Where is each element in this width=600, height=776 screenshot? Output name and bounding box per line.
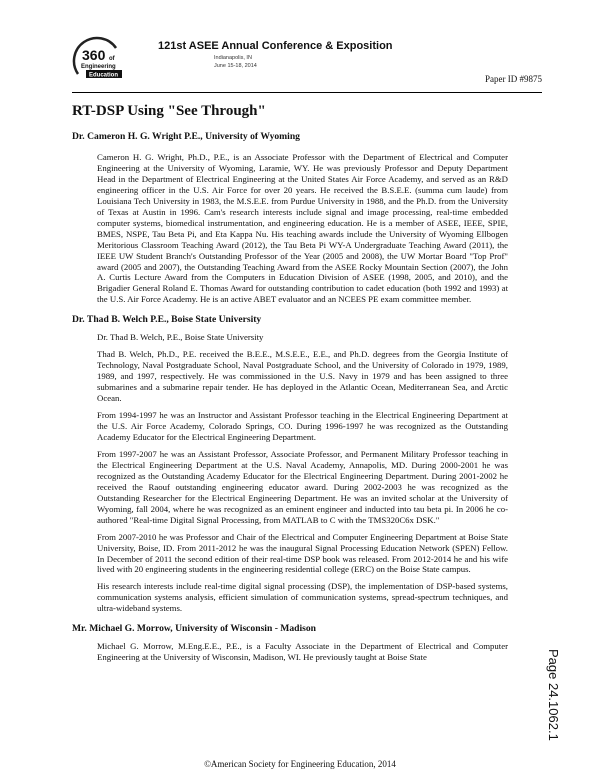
bio-paragraph: From 1994-1997 he was an Instructor and Assistant Professor teaching in the Electrical Engineering Department at the U.S. Air Force Academy, Colorado Springs, CO. During 1996-1997 he was recognized as the Outstanding Academy Educator for the Electrical Engineering Department.: [97, 410, 508, 442]
bio-paragraph: Michael G. Morrow, M.Eng.E.E., P.E., is a Faculty Associate in the Department of Electrical and Computer Engineering at the University of Wisconsin, Madison, WI. He previously taught at Boise State: [97, 641, 508, 663]
bio-paragraph: Cameron H. G. Wright, Ph.D., P.E., is an Associate Professor with the Department of Electrical and Computer Engineering at the University of Wyoming, Laramie, WY. He was previously Professor and Deputy Department Head in the Department of Electrical Engineering at the United States Air Force Academy, and served as an R&D engineering officer in the U.S. Air Force for over 20 years. He received the B.S.E.E. (summa cum laude) from Louisiana Tech University in 1983, the M.S.E.E. from Purdue University in 1988, and the Ph.D. from the University of Texas at Austin in 1996. Cam's research interests include signal and image processing, real-time embedded computer systems, biomedical instrumentation, and engineering education. He is a member of ASEE, IEEE, SPIE, BMES, NSPE, Tau Beta Pi, and Eta Kappa Nu. His teaching awards include the University of Wyoming Ellbogen Meritorious Classroom Teaching Award (2012), the Tau Beta Pi WY-A Undergraduate Teaching Award (2011), the IEEE UW Student Branch's Outstanding Professor of the Year (2005 and 2008), the UW Mortar Board "Top Prof" award (2005 and 2007), the Outstanding Teaching Award from the ASEE Rocky Mountain Section (2007), the John A. Curtis Lecture Award from the Computers in Education Division of ASEE (1998, 2005, and 2010), and the Brigadier General Roland E. Thomas Award for outstanding contribution to cadet education (both 1992 and 1993) at the U.S. Air Force Academy. He is an active ABET evaluator and an NCEES PE exam committee member.: [97, 152, 508, 305]
logo-of: of: [109, 56, 115, 62]
conference-title: 121st ASEE Annual Conference & Exposition: [158, 40, 393, 52]
page-number: Page 24.1062.1: [546, 649, 561, 741]
conference-dates: June 15-18, 2014: [214, 63, 257, 69]
copyright-footer: ©American Society for Engineering Education, 2014: [204, 759, 396, 769]
author-heading-wright: Dr. Cameron H. G. Wright P.E., University of Wyoming: [72, 131, 300, 142]
logo-education: Education: [89, 72, 119, 79]
bio-paragraph: From 1997-2007 he was an Assistant Professor, Associate Professor, and Permanent Military Professor teaching in the Electrical Engineering Department at the U.S. Naval Academy, Annapolis, MD. During 2000-2001 he was recognized as the Outstanding Academy Educator for the Electrical Engineering Department. During 2001-2002 he received the Raouf outstanding engineering educator award. During 2002-2003 he was recognized as the Outstanding Researcher for the Electrical Engineering Department. He was an invited scholar at the University of Wyoming, fall 2004, where he was recognized as an eminent engineer and inducted into tau beta pi. In 2006 he co-authored "Real-time Digital Signal Processing, from MATLAB to C with the TMS320C6x DSK.": [97, 448, 508, 525]
bio-paragraph: Thad B. Welch, Ph.D., P.E. received the B.E.E., M.S.E.E., E.E., and Ph.D. degrees from the Georgia Institute of Technology, Naval Postgraduate School, Naval Postgraduate School, and the University of Colorado in 1979, 1989, 1989, and 1997, respectively. He was commissioned in the U.S. Navy in 1979 and has been assigned to three submarines and a submarine repair tender. He has deployed in the Atlantic Ocean, Mediterranean Sea, and Arctic Ocean.: [97, 349, 508, 404]
paper-id: Paper ID #9875: [485, 74, 542, 84]
bio-paragraph: From 2007-2010 he was Professor and Chair of the Electrical and Computer Engineering Department at Boise State University, Boise, ID. From 2011-2012 he was the inaugural Signal Processing Education Network (SPEN) Fellow. In December of 2011 the second edition of their real-time DSP book was released. From 2012-2014 he and his wife lived with 20 engineering students in the engineering residential college (ERC) on the Boise State campus.: [97, 531, 508, 575]
logo-engineering: Engineering: [81, 64, 116, 70]
author-heading-morrow: Mr. Michael G. Morrow, University of Wisconsin - Madison: [72, 623, 317, 635]
bio-paragraph: Dr. Thad B. Welch, P.E., Boise State University: [97, 332, 264, 343]
asee-360-logo: [72, 36, 124, 80]
author-bios: [72, 131, 508, 663]
conference-header: [72, 36, 542, 84]
logo-360: 360: [82, 47, 106, 63]
author-heading-welch: Dr. Thad B. Welch P.E., Boise State University: [72, 314, 262, 326]
paper-title: RT-DSP Using "See Through": [72, 103, 266, 119]
conference-location: Indianapolis, IN: [214, 55, 252, 61]
header-rule: [72, 92, 542, 93]
bio-paragraph: His research interests include real-time digital signal processing (DSP), the implementation of DSP-based systems, communication systems analysis, efficient simulation of communication systems, spread-spectrum techniques, and ultra-wideband systems.: [97, 581, 508, 614]
